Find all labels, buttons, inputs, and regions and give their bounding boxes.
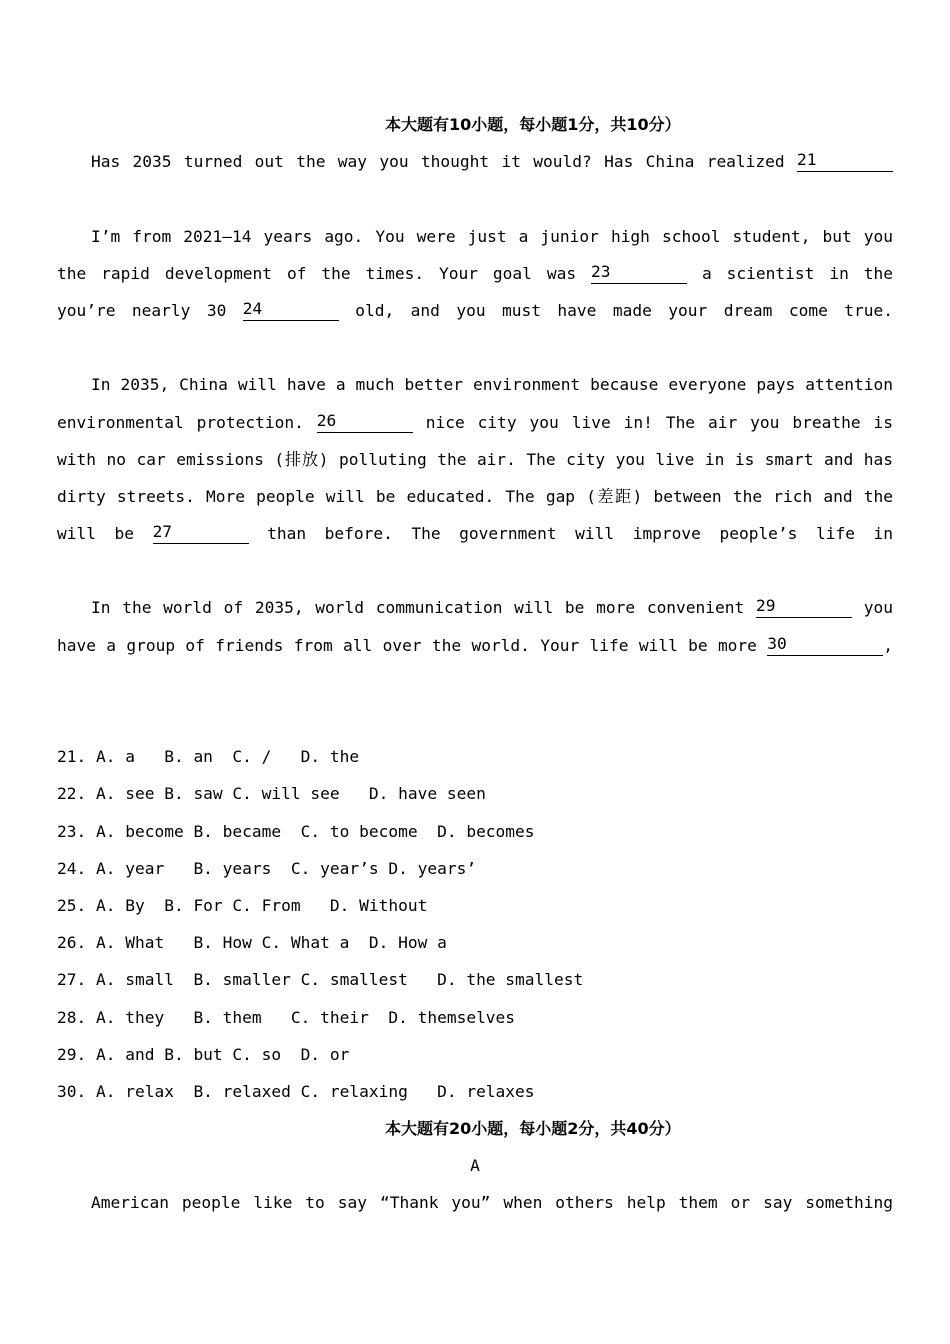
- paragraph-line: Has 2035 turned out the way you thought it would? Has China realized 21: [57, 143, 893, 180]
- paragraph-line: you’re nearly 30 24 old, and you must have made your dream come true.: [57, 292, 893, 329]
- blank-30[interactable]: 30: [767, 633, 883, 656]
- section-4-heading: [57, 1110, 893, 1147]
- question-options-26: 26. A. What B. How C. What a D. How a: [57, 933, 447, 953]
- paragraph-line: [57, 701, 893, 738]
- paragraph-line: [57, 1222, 893, 1259]
- question-options-30: 30. A. relax B. relaxed C. relaxing D. relaxes: [57, 1081, 535, 1101]
- question-options-27: 27. A. small B. smaller C. smallest D. the smallest: [57, 970, 584, 990]
- section-3-heading: [57, 106, 893, 143]
- question-options-29: 29. A. and B. but C. so D. or: [57, 1044, 350, 1064]
- question-options-21: 21. A. a B. an C. / D. the: [57, 747, 360, 767]
- question-options-25: 25. A. By B. For C. From D. Without: [57, 895, 428, 915]
- paragraph-line: In 2035, China will have a much better environment because everyone pays attention: [91, 375, 893, 395]
- blank-26[interactable]: 26: [317, 410, 413, 433]
- paragraph-line: the rapid development of the times. Your goal was 23 a scientist in the: [57, 261, 893, 283]
- paragraph-line: I’m from 2021—14 years ago. You were just a junior high school student, but you: [57, 218, 893, 255]
- document-page: [57, 106, 893, 1259]
- paragraph-line: dirty streets. More people will be educated. The gap (差距) between the rich and the: [57, 486, 893, 506]
- section-4-info: 本大题有20小题，每小题2分，共40分）: [385, 1119, 681, 1139]
- paragraph-line: [57, 329, 893, 366]
- paragraph-line: environmental protection. 26 nice city you live in! The air you breathe is: [57, 410, 893, 432]
- question-options-28: 28. A. they B. them C. their D. themselves: [57, 1007, 516, 1027]
- blank-27[interactable]: 27: [153, 521, 249, 544]
- blank-24[interactable]: 24: [243, 298, 339, 321]
- question-options-24: 24. A. year B. years C. year’s D. years’: [57, 858, 477, 878]
- blank-23[interactable]: 23: [591, 261, 687, 284]
- passage-label: A: [470, 1156, 480, 1176]
- paragraph-line: American people like to say “Thank you” when others help them or say something: [91, 1193, 893, 1213]
- paragraph-line: [57, 552, 893, 589]
- question-options-22: 22. A. see B. saw C. will see D. have seen: [57, 784, 486, 804]
- paragraph-line: have a group of friends from all over the world. Your life will be more 30 ,: [57, 633, 893, 655]
- paragraph-line: [57, 180, 893, 217]
- paragraph-line: In the world of 2035, world communication will be more convenient 29 you: [91, 596, 893, 618]
- blank-29[interactable]: 29: [756, 595, 852, 618]
- paragraph-line: with no car emissions (排放) polluting the air. The city you live in is smart and has: [57, 449, 893, 469]
- paragraph-line: will be 27 than before. The government will improve people’s life in: [57, 522, 893, 544]
- blank-21[interactable]: 21: [797, 149, 893, 172]
- paragraph-line: [57, 664, 893, 701]
- section-3-info: 本大题有10小题，每小题1分，共10分）: [385, 115, 681, 134]
- question-options-23: 23. A. become B. became C. to become D. becomes: [57, 821, 535, 841]
